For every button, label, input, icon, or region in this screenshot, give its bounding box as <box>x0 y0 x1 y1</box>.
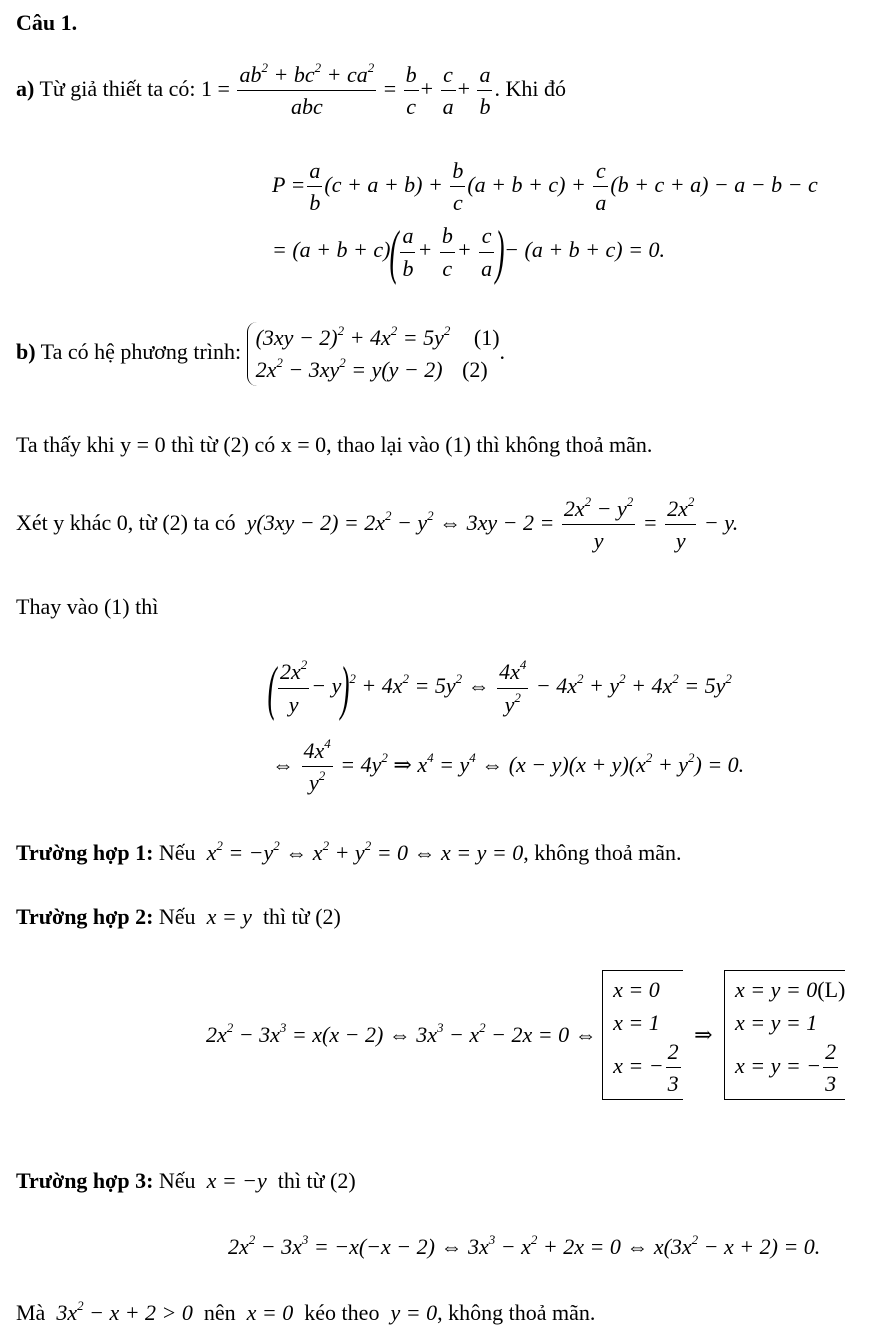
case-3-equation: $2x^2 - 3x^3 = -x(-x - 2)$ ⇔ $3x^3 - x^2 + 2x = 0$ ⇔ $x(3x^2 - x + 2) = 0$. <box>228 1232 821 1259</box>
substitution-line2: ⇔ $\frac{4x^4}{y^2}$ = $4y^2$ ⇒ $x^4 = y^4$ ⇔ $(x - y)(x + y)(x^2 + y^2) = 0$. <box>272 736 745 796</box>
case-2-equation: $2x^2 - 3x^3 = x(x - 2)$ ⇔ $3x^3 - x^2 - 2x = 0$ ⇔ x = 0 x = 1 x = − $\frac{2}{3}$ ⇒ x = y = 0(L) x = y = 1 x = y = − $\frac{2}{3}$ <box>206 970 845 1100</box>
khi-do-text: . Khi đó <box>494 75 566 101</box>
line-y-zero: Ta thấy khi y = 0 thì từ (2) có x = 0, thao lại vào (1) thì không thoả mãn. <box>16 432 653 457</box>
part-b-statement: b) Ta có hệ phương trình: $(3xy - 2)^2 + 4x^2 = 5y^2$ (1) $2x^2 - 3xy^2 = y(y - 2)$ (2) . <box>16 322 505 386</box>
solution-bracket-left: x = 0 x = 1 x = − $\frac{2}{3}$ <box>602 970 682 1100</box>
part-a-statement: a) Từ giả thiết ta có: 1 = $\frac{ab^2 + bc^2 + ca^2}{\text{abc}}$ = $\frac{b}{c}$ + $\frac{c}{a}$ + $\frac{a}{b}$ . Khi đó <box>16 60 566 120</box>
part-b-intro: Ta có hệ phương trình: <box>40 338 242 364</box>
p-expression-line1: P = $\frac{a}{b}$ (c + a + b) + $\frac{b}{c}$ (a + b + c) + $\frac{c}{a}$ (b + c + a) − a − b − c <box>272 158 818 216</box>
p-expression-line2: = (a + b + c)( $\frac{a}{b}$ + $\frac{b}{c}$ + $\frac{c}{a}$ )− (a + b + c) = 0. <box>272 219 665 285</box>
fraction-hypothesis: $\frac{ab^2 + bc^2 + ca^2}{\text{abc}}$ <box>239 60 375 120</box>
solution-bracket-right: x = y = 0(L) x = y = 1 x = y = − $\frac{2}{3}$ <box>724 970 845 1100</box>
case-3: Trường hợp 3: Nếu x = −y thì từ (2) <box>16 1168 356 1193</box>
part-b-label: b) <box>16 338 36 364</box>
equation-system: $(3xy - 2)^2 + 4x^2 = 5y^2$ (1) $2x^2 - 3xy^2 = y(y - 2)$ (2) <box>247 322 500 386</box>
case-2: Trường hợp 2: Nếu x = y thì từ (2) <box>16 904 341 929</box>
final-conclusion: Mà $3x^2 - x + 2 > 0$ nên x = 0 kéo theo y = 0, không thoả mãn. <box>16 1298 596 1325</box>
part-a-intro: Từ giả thiết ta có: <box>39 75 196 101</box>
substitution-line1: ( $\frac{2x^2}{y}$ − $y)^2 + 4x^2 = 5y^2$ ⇔ $\frac{4x^4}{y^2}$ − $4x^2 + y^2 + 4x^2 = 5y^2$ <box>267 655 732 721</box>
line-y-nonzero: Xét y khác 0, từ (2) ta có $y(3xy - 2) = 2x^2 - y^2$ ⇔ 3xy − 2 = $\frac{2x^2 - y^2}{y}$ = $\frac{2x^2}{y}$ − y. <box>16 494 739 554</box>
line-substitute: Thay vào (1) thì <box>16 594 159 619</box>
page-title: Câu 1. <box>16 10 78 35</box>
part-a-label: a) <box>16 75 35 101</box>
case-1: Trường hợp 1: Nếu $x^2 = -y^2$ ⇔ $x^2 + y^2 = 0$ ⇔ x = y = 0, không thoả mãn. <box>16 838 682 865</box>
